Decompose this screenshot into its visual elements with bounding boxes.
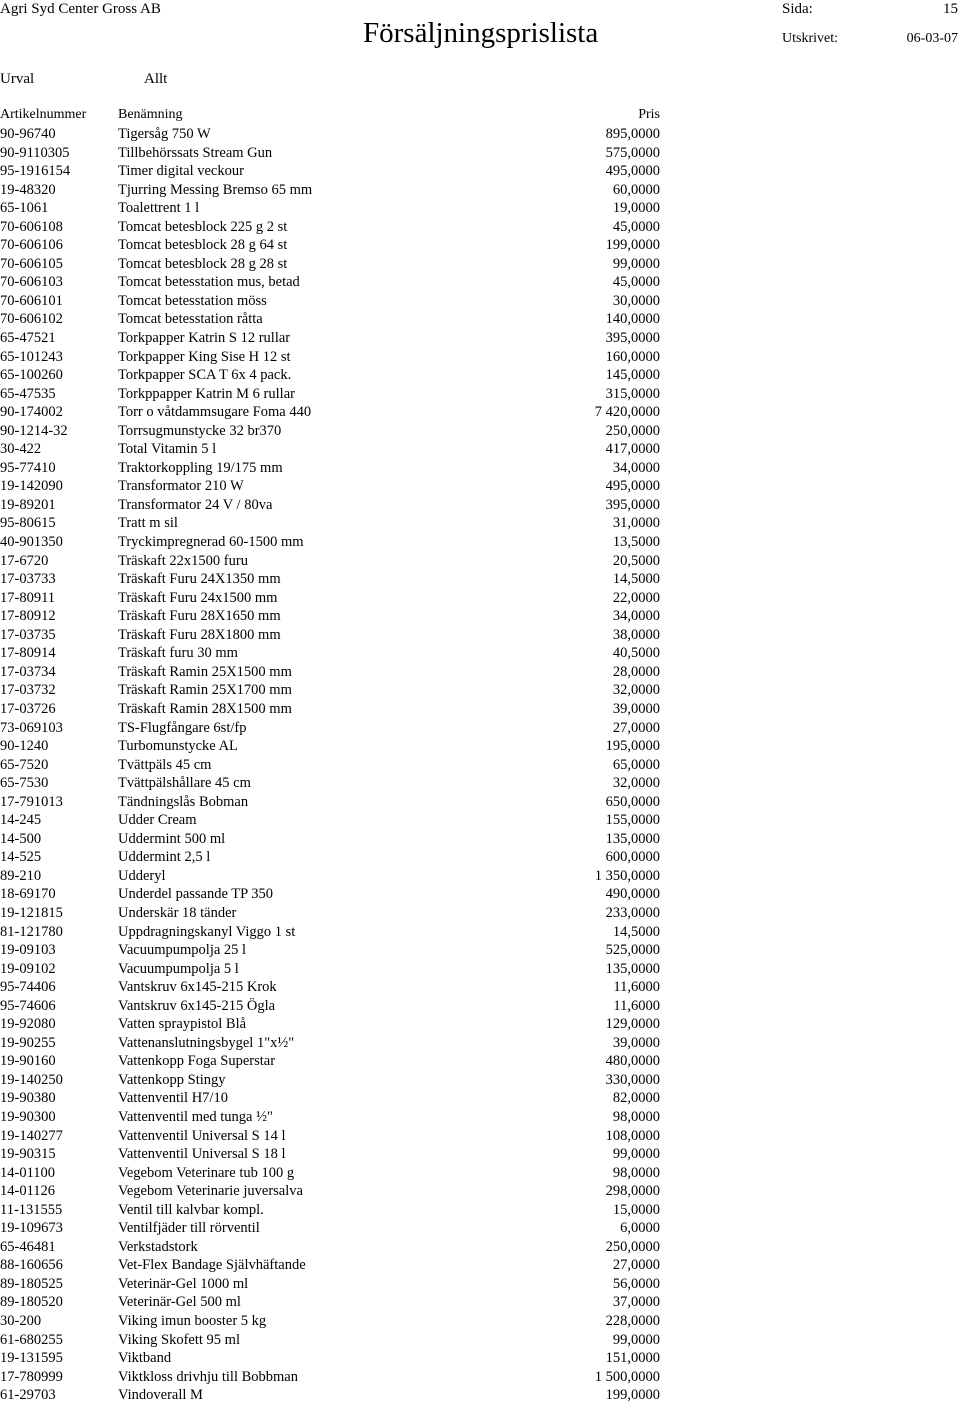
description-cell: Vegebom Veterinarie juversalva	[118, 1183, 303, 1200]
table-row	[0, 1034, 960, 1053]
article-number-cell: 19-142090	[0, 478, 63, 495]
article-number-cell: 65-46481	[0, 1238, 56, 1255]
article-number-cell: 19-90255	[0, 1034, 56, 1051]
article-number-cell: 89-180520	[0, 1294, 63, 1311]
price-cell: 1 350,0000	[594, 867, 660, 884]
price-cell: 228,0000	[605, 1313, 660, 1329]
description-cell: Tigersåg 750 W	[118, 126, 211, 142]
price-cell: 28,0000	[612, 663, 660, 680]
price-cell: 32,0000	[612, 775, 660, 792]
description-cell: Träskaft Furu 24X1350 mm	[118, 571, 281, 588]
description-cell: Träskaft Ramin 25X1700 mm	[118, 682, 292, 699]
table-row	[0, 904, 960, 923]
description-cell: Vantskruv 6x145-215 Ögla	[118, 997, 276, 1014]
article-number-cell: 19-09103	[0, 942, 56, 959]
description-cell: Vantskruv 6x145-215 Krok	[118, 979, 277, 996]
price-cell: 129,0000	[605, 1016, 660, 1033]
table-row	[0, 1182, 960, 1201]
description-cell: Ventil till kalvbar kompl.	[118, 1201, 264, 1218]
table-row	[0, 422, 960, 441]
price-cell: 45,0000	[612, 218, 660, 235]
description-cell: Tomcat betesstation mus, betad	[118, 274, 300, 291]
article-number-cell: 89-180525	[0, 1275, 63, 1292]
article-number-cell: 19-109673	[0, 1220, 63, 1237]
description-cell: Vattenventil Universal S 14 l	[118, 1127, 286, 1144]
table-row	[0, 681, 960, 700]
price-cell: 45,0000	[612, 274, 660, 291]
table-row	[0, 125, 960, 144]
table-row	[0, 292, 960, 311]
table-row	[0, 607, 960, 626]
price-cell: 32,0000	[612, 682, 660, 699]
table-row	[0, 1201, 960, 1220]
price-cell: 19,0000	[612, 200, 660, 217]
article-number-cell: 95-74406	[0, 979, 56, 996]
price-cell: 99,0000	[612, 1146, 660, 1163]
article-number-cell: 81-121780	[0, 923, 63, 940]
table-row	[0, 459, 960, 478]
price-cell: 30,0000	[612, 292, 660, 309]
article-number-cell: 19-90160	[0, 1053, 56, 1070]
table-row	[0, 218, 960, 237]
description-cell: Vatten spraypistol Blå	[118, 1016, 247, 1033]
table-row	[0, 793, 960, 812]
description-cell: Tomcat betesblock 225 g 2 st	[118, 218, 288, 235]
table-row	[0, 1108, 960, 1127]
table-row	[0, 533, 960, 552]
column-header-article-number: Artikelnummer	[0, 107, 87, 122]
selection-label: Urval	[0, 71, 35, 87]
price-cell: 65,0000	[612, 756, 660, 773]
article-number-cell: 65-101243	[0, 348, 63, 365]
price-cell: 14,5000	[612, 571, 660, 588]
table-row	[0, 960, 960, 979]
table-row	[0, 719, 960, 738]
table-row	[0, 1145, 960, 1164]
table-row	[0, 774, 960, 793]
description-cell: Träskaft furu 30 mm	[118, 645, 238, 662]
description-cell: Torrsugmunstycke 32 br370	[118, 422, 282, 439]
article-number-cell: 19-89201	[0, 496, 56, 513]
article-number-cell: 14-01126	[0, 1183, 56, 1200]
price-cell: 11,6000	[613, 979, 660, 996]
table-row	[0, 162, 960, 181]
price-cell: 56,0000	[612, 1275, 660, 1292]
price-cell: 39,0000	[612, 700, 660, 717]
description-cell: Vindoverall M	[118, 1387, 203, 1404]
description-cell: Transformator 24 V / 80va	[118, 496, 273, 513]
description-cell: Tomcat betesblock 28 g 64 st	[118, 237, 288, 254]
description-cell: Vacuumpumpolja 5 l	[118, 960, 239, 977]
table-row	[0, 626, 960, 645]
price-cell: 135,0000	[605, 830, 660, 847]
price-cell: 495,0000	[605, 163, 660, 180]
price-cell: 395,0000	[605, 330, 660, 347]
description-cell: Vattenkopp Foga Superstar	[118, 1053, 276, 1070]
table-row	[0, 700, 960, 719]
description-cell: Viking imun booster 5 kg	[118, 1313, 267, 1329]
price-cell: 34,0000	[612, 459, 660, 476]
price-cell: 11,6000	[613, 997, 660, 1014]
price-cell: 151,0000	[605, 1350, 660, 1367]
table-row	[0, 663, 960, 682]
table-row	[0, 1015, 960, 1034]
table-row	[0, 1219, 960, 1238]
description-cell: Vattenventil med tunga ½"	[118, 1108, 273, 1125]
price-cell: 199,0000	[605, 237, 660, 254]
article-number-cell: 19-121815	[0, 904, 63, 921]
article-number-cell: 19-140277	[0, 1127, 63, 1144]
description-cell: Vet-Flex Bandage Självhäftande	[118, 1257, 306, 1274]
price-cell: 233,0000	[605, 904, 660, 921]
article-number-cell: 19-48320	[0, 181, 56, 198]
description-cell: Traktorkoppling 19/175 mm	[118, 459, 283, 476]
article-number-cell: 17-80914	[0, 645, 56, 662]
page-number-value: 15	[943, 1, 958, 17]
column-header-price: Pris	[638, 107, 660, 122]
price-cell: 395,0000	[605, 496, 660, 513]
price-cell: 417,0000	[605, 441, 660, 458]
article-number-cell: 19-92080	[0, 1016, 56, 1033]
table-row	[0, 867, 960, 886]
price-cell: 7 420,0000	[594, 404, 660, 421]
price-cell: 99,0000	[612, 1331, 660, 1348]
description-cell: Uddermint 500 ml	[118, 830, 226, 847]
article-number-cell: 19-09102	[0, 960, 56, 977]
description-cell: Träskaft Furu 24x1500 mm	[118, 589, 278, 606]
table-row	[0, 514, 960, 533]
article-number-cell: 19-90315	[0, 1146, 56, 1163]
description-cell: Vattenkopp Stingy	[118, 1071, 226, 1088]
price-cell: 1 500,0000	[594, 1368, 660, 1385]
price-cell: 250,0000	[605, 1238, 660, 1255]
article-number-cell: 14-01100	[0, 1164, 56, 1181]
table-row	[0, 1368, 960, 1387]
article-number-cell: 70-606108	[0, 218, 63, 235]
price-cell: 650,0000	[605, 793, 660, 810]
article-number-cell: 30-422	[0, 441, 42, 458]
article-number-cell: 17-791013	[0, 793, 63, 810]
price-cell: 575,0000	[605, 144, 660, 161]
table-row	[0, 440, 960, 459]
price-cell: 315,0000	[605, 385, 660, 402]
article-number-cell: 17-03733	[0, 571, 56, 588]
price-cell: 82,0000	[612, 1090, 660, 1107]
price-cell: 108,0000	[605, 1127, 660, 1144]
article-number-cell: 65-47521	[0, 330, 56, 347]
description-cell: Viktband	[118, 1350, 172, 1367]
description-cell: Torkpapper SCA T 6x 4 pack.	[118, 367, 292, 384]
description-cell: Viking Skofett 95 ml	[118, 1331, 240, 1348]
description-cell: Torkppapper Katrin M 6 rullar	[118, 385, 295, 402]
table-row	[0, 348, 960, 367]
article-number-cell: 90-1214-32	[0, 422, 68, 439]
price-cell: 6,0000	[620, 1220, 660, 1237]
table-row	[0, 848, 960, 867]
article-number-cell: 19-90300	[0, 1108, 56, 1125]
article-number-cell: 65-7530	[0, 775, 49, 792]
price-cell: 38,0000	[612, 626, 660, 643]
article-number-cell: 90-174002	[0, 404, 63, 421]
price-cell: 13,5000	[612, 534, 660, 551]
price-cell: 34,0000	[612, 608, 660, 625]
price-cell: 22,0000	[612, 589, 660, 606]
description-cell: Verkstadstork	[118, 1238, 198, 1255]
table-row	[0, 1089, 960, 1108]
article-number-cell: 70-606105	[0, 255, 63, 272]
article-number-cell: 17-03734	[0, 663, 56, 680]
price-cell: 525,0000	[605, 942, 660, 959]
description-cell: Torr o våtdammsugare Foma 440	[118, 404, 312, 421]
table-row	[0, 737, 960, 756]
article-number-cell: 14-245	[0, 812, 42, 829]
article-number-cell: 70-606102	[0, 311, 63, 328]
description-cell: Tratt m sil	[118, 515, 178, 532]
description-cell: Tryckimpregnerad 60-1500 mm	[118, 534, 304, 551]
table-row	[0, 310, 960, 329]
table-row	[0, 644, 960, 663]
article-number-cell: 95-80615	[0, 515, 56, 532]
printed-date-value: 06-03-07	[906, 31, 958, 46]
description-cell: Ventilfjäder till rörventil	[118, 1220, 260, 1237]
article-number-cell: 88-160656	[0, 1257, 63, 1274]
price-cell: 99,0000	[612, 255, 660, 272]
article-number-cell: 17-03726	[0, 700, 56, 717]
price-cell: 15,0000	[612, 1201, 660, 1218]
article-number-cell: 95-74606	[0, 997, 56, 1014]
description-cell: Veterinär-Gel 500 ml	[118, 1294, 241, 1311]
article-number-cell: 17-780999	[0, 1368, 63, 1385]
price-cell: 895,0000	[605, 126, 660, 142]
table-row	[0, 477, 960, 496]
article-number-cell: 70-606106	[0, 237, 63, 254]
article-number-cell: 17-03735	[0, 626, 56, 643]
price-cell: 40,5000	[612, 645, 660, 662]
table-row	[0, 1127, 960, 1146]
price-cell: 250,0000	[605, 422, 660, 439]
article-number-cell: 14-500	[0, 830, 42, 847]
table-row	[0, 199, 960, 218]
article-number-cell: 17-80911	[0, 589, 56, 606]
article-number-cell: 19-140250	[0, 1071, 63, 1088]
description-cell: Veterinär-Gel 1000 ml	[118, 1275, 249, 1292]
description-cell: Vacuumpumpolja 25 l	[118, 942, 247, 959]
table-row	[0, 941, 960, 960]
article-number-cell: 30-200	[0, 1313, 42, 1329]
article-number-cell: 65-100260	[0, 367, 63, 384]
price-cell: 27,0000	[612, 1257, 660, 1274]
table-row	[0, 1386, 960, 1405]
description-cell: Träskaft Ramin 25X1500 mm	[118, 663, 292, 680]
article-number-cell: 19-131595	[0, 1350, 63, 1367]
table-row	[0, 255, 960, 274]
table-row	[0, 1312, 960, 1331]
table-row	[0, 1071, 960, 1090]
table-row	[0, 978, 960, 997]
table-row	[0, 1164, 960, 1183]
price-cell: 298,0000	[605, 1183, 660, 1200]
description-cell: Träskaft Furu 28X1800 mm	[118, 626, 281, 643]
description-cell: Träskaft 22x1500 furu	[118, 552, 248, 569]
table-row	[0, 403, 960, 422]
description-cell: Vattenanslutningsbygel 1"x½"	[118, 1034, 295, 1051]
table-row	[0, 885, 960, 904]
article-number-cell: 90-96740	[0, 126, 56, 142]
table-row	[0, 1331, 960, 1350]
table-row	[0, 570, 960, 589]
table-row	[0, 273, 960, 292]
description-cell: Turbomunstycke AL	[118, 738, 238, 755]
table-row	[0, 997, 960, 1016]
description-cell: Viktkloss drivhju till Bobbman	[118, 1368, 298, 1385]
table-row	[0, 1256, 960, 1275]
description-cell: Tomcat betesstation möss	[118, 292, 267, 309]
table-row	[0, 236, 960, 255]
company-name: Agri Syd Center Gross AB	[0, 1, 161, 17]
article-number-cell: 89-210	[0, 867, 42, 884]
price-list-table	[0, 125, 960, 1405]
description-cell: Torkpapper Katrin S 12 rullar	[118, 330, 291, 347]
article-number-cell: 70-606103	[0, 274, 63, 291]
table-row	[0, 1293, 960, 1312]
article-number-cell: 19-90380	[0, 1090, 56, 1107]
article-number-cell: 65-7520	[0, 756, 49, 773]
selection-value: Allt	[144, 71, 168, 87]
description-cell: Träskaft Furu 28X1650 mm	[118, 608, 281, 625]
article-number-cell: 18-69170	[0, 886, 56, 903]
article-number-cell: 95-77410	[0, 459, 56, 476]
price-cell: 330,0000	[605, 1071, 660, 1088]
description-cell: Tändningslås Bobman	[118, 793, 249, 810]
price-cell: 27,0000	[612, 719, 660, 736]
article-number-cell: 90-1240	[0, 738, 49, 755]
article-number-cell: 17-6720	[0, 552, 49, 569]
article-number-cell: 65-1061	[0, 200, 49, 217]
description-cell: Total Vitamin 5 l	[118, 441, 217, 458]
description-cell: Tillbehörssats Stream Gun	[118, 144, 273, 161]
table-row	[0, 1275, 960, 1294]
description-cell: Tvättpäls 45 cm	[118, 756, 212, 773]
description-cell: Uppdragningskanyl Viggo 1 st	[118, 923, 296, 940]
price-cell: 37,0000	[612, 1294, 660, 1311]
table-row	[0, 811, 960, 830]
price-cell: 199,0000	[605, 1387, 660, 1404]
article-number-cell: 90-9110305	[0, 144, 70, 161]
price-cell: 145,0000	[605, 367, 660, 384]
price-cell: 14,5000	[612, 923, 660, 940]
description-cell: Uddermint 2,5 l	[118, 849, 211, 866]
article-number-cell: 17-80912	[0, 608, 56, 625]
description-cell: Tomcat betesblock 28 g 28 st	[118, 255, 288, 272]
description-cell: Vegebom Veterinare tub 100 g	[118, 1164, 295, 1181]
table-row	[0, 1052, 960, 1071]
price-cell: 31,0000	[612, 515, 660, 532]
description-cell: Underskär 18 tänder	[118, 904, 237, 921]
price-cell: 195,0000	[605, 738, 660, 755]
table-row	[0, 1349, 960, 1368]
description-cell: Timer digital veckour	[118, 163, 244, 180]
description-cell: Transformator 210 W	[118, 478, 244, 495]
table-row	[0, 1238, 960, 1257]
table-row	[0, 144, 960, 163]
printed-date-label: Utskrivet:	[782, 31, 838, 46]
column-header-description: Benämning	[118, 107, 183, 122]
description-cell: Träskaft Ramin 28X1500 mm	[118, 700, 292, 717]
description-cell: Vattenventil Universal S 18 l	[118, 1146, 286, 1163]
price-cell: 155,0000	[605, 812, 660, 829]
article-number-cell: 65-47535	[0, 385, 56, 402]
description-cell: Vattenventil H7/10	[118, 1090, 228, 1107]
price-cell: 490,0000	[605, 886, 660, 903]
document-title: Försäljningsprislista	[363, 17, 599, 49]
description-cell: Tvättpälshållare 45 cm	[118, 775, 251, 792]
table-row	[0, 756, 960, 775]
table-row	[0, 830, 960, 849]
article-number-cell: 61-29703	[0, 1387, 56, 1404]
description-cell: Tjurring Messing Bremso 65 mm	[118, 181, 313, 198]
price-cell: 135,0000	[605, 960, 660, 977]
article-number-cell: 14-525	[0, 849, 42, 866]
description-cell: Udderyl	[118, 867, 166, 884]
price-cell: 480,0000	[605, 1053, 660, 1070]
price-cell: 160,0000	[605, 348, 660, 365]
table-row	[0, 385, 960, 404]
description-cell: TS-Flugfångare 6st/fp	[118, 719, 247, 736]
price-cell: 98,0000	[612, 1164, 660, 1181]
table-row	[0, 329, 960, 348]
description-cell: Torkpapper King Sise H 12 st	[118, 348, 291, 365]
price-cell: 140,0000	[605, 311, 660, 328]
price-cell: 60,0000	[612, 181, 660, 198]
article-number-cell: 17-03732	[0, 682, 56, 699]
article-number-cell: 61-680255	[0, 1331, 63, 1348]
article-number-cell: 95-1916154	[0, 163, 71, 180]
table-row	[0, 366, 960, 385]
table-row	[0, 552, 960, 571]
article-number-cell: 40-901350	[0, 534, 63, 551]
table-row	[0, 923, 960, 942]
description-cell: Underdel passande TP 350	[118, 886, 274, 903]
article-number-cell: 70-606101	[0, 292, 63, 309]
table-row	[0, 181, 960, 200]
price-cell: 600,0000	[605, 849, 660, 866]
table-row	[0, 589, 960, 608]
article-number-cell: 11-131555	[0, 1201, 63, 1218]
price-cell: 98,0000	[612, 1108, 660, 1125]
article-number-cell: 73-069103	[0, 719, 63, 736]
description-cell: Toalettrent 1 l	[118, 200, 200, 217]
price-cell: 20,5000	[612, 552, 660, 569]
price-cell: 495,0000	[605, 478, 660, 495]
description-cell: Tomcat betesstation råtta	[118, 311, 263, 328]
table-row	[0, 496, 960, 515]
page-number-label: Sida:	[782, 1, 813, 17]
description-cell: Udder Cream	[118, 812, 197, 829]
price-cell: 39,0000	[612, 1034, 660, 1051]
